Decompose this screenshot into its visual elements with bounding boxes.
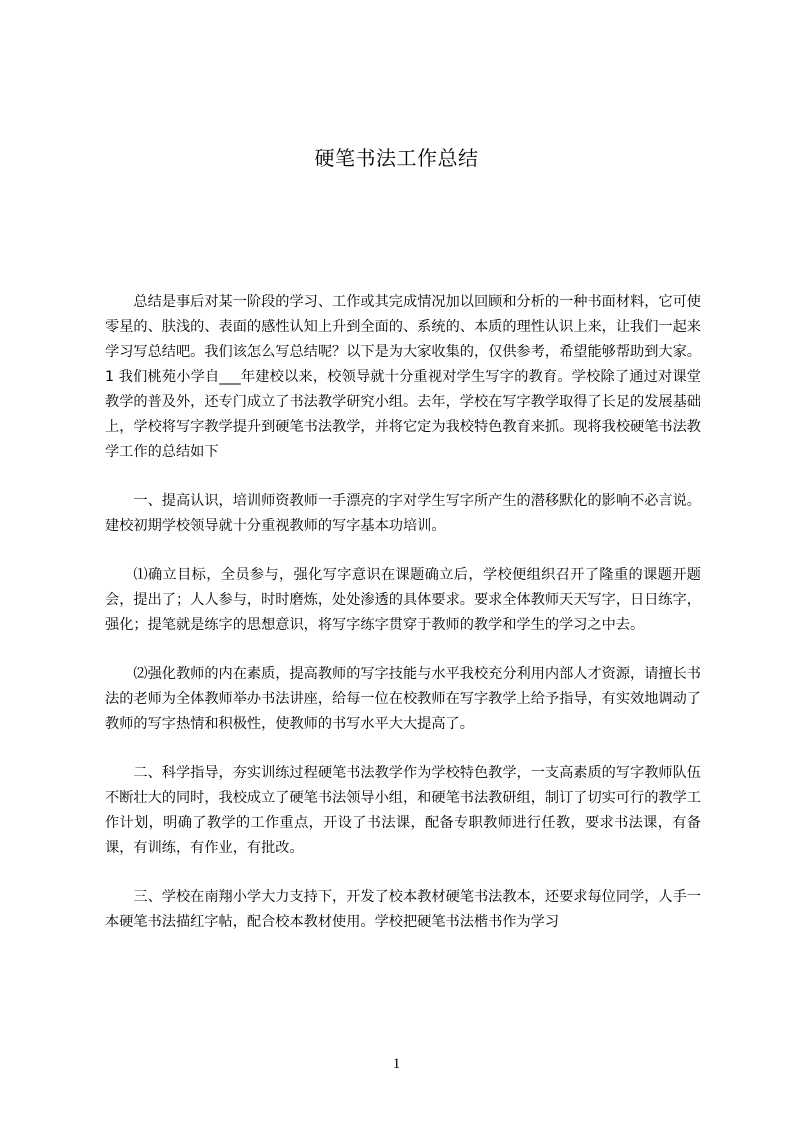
document-title: 硬笔书法工作总结 — [314, 146, 479, 170]
paragraph-section-3: 三、学校在南翔小学大力支持下，开发了校本教材硬笔书法教本，还要求每位同学，人手一本硬笔书法描红字帖，配合校本教材使用。学校把硬笔书法楷书作为学习 — [105, 889, 701, 930]
document-body — [105, 290, 701, 959]
paragraph-section-1: 一、提高认识，培训师资教师一手漂亮的字对学生写字所产生的潜移默化的影响不必言说。建校初期学校领导就十分重视教师的写字基本功培训。 — [105, 493, 701, 534]
paragraph-section-1-item-2: ⑵强化教师的内在素质，提高教师的写字技能与水平我校充分利用内部人才资源，请擅长书法的老师为全体教师举办书法讲座，给每一位在校教师在写字教学上给予指导，有实效地调动了教师的写字热情和积极性，使教师的书写水平大大提高了。 — [105, 666, 701, 732]
paragraph-section-2: 二、科学指导，夯实训练过程硬笔书法教学作为学校特色教学，一支高素质的写字教师队伍不断壮大的同时，我校成立了硬笔书法领导小组，和硬笔书法教研组，制订了切实可行的教学工作计划，明确了教学的工作重点，开设了书法课，配备专职教师进行任教，要求书法课，有备课，有训练，有作业，有批改。 — [105, 765, 701, 856]
paragraph-intro: 总结是事后对某一阶段的学习、工作或其完成情况加以回顾和分析的一种书面材料，它可使零星的、肤浅的、表面的感性认知上升到全面的、系统的、本质的理性认识上来，让我们一起来学习写总结吧。我们该怎么写总结呢？以下是为大家收集的，仅供参考，希望能够帮助到大家。1 我们桃苑小学自___年建校以来，校领导就十分重视对学生写字的教育。学校除了通过对课堂教学的普及外，还专门成立了书法教学研究小组。去年，学校在写字教学取得了长足的发展基础上，学校将写字教学提升到硬笔书法教学，并将它定为我校特色教育来抓。现将我校硬笔书法教学工作的总结如下 — [105, 294, 701, 460]
paragraph-section-1-item-1: ⑴确立目标，全员参与，强化写字意识在课题确立后，学校便组织召开了隆重的课题开题会，提出了；人人参与，时时磨炼，处处渗透的具体要求。要求全体教师天天写字，日日练字，强化；提笔就是练字的思想意识，将写字练字贯穿于教师的教学和学生的学习之中去。 — [105, 567, 701, 633]
page-number: 1 — [392, 1056, 401, 1072]
